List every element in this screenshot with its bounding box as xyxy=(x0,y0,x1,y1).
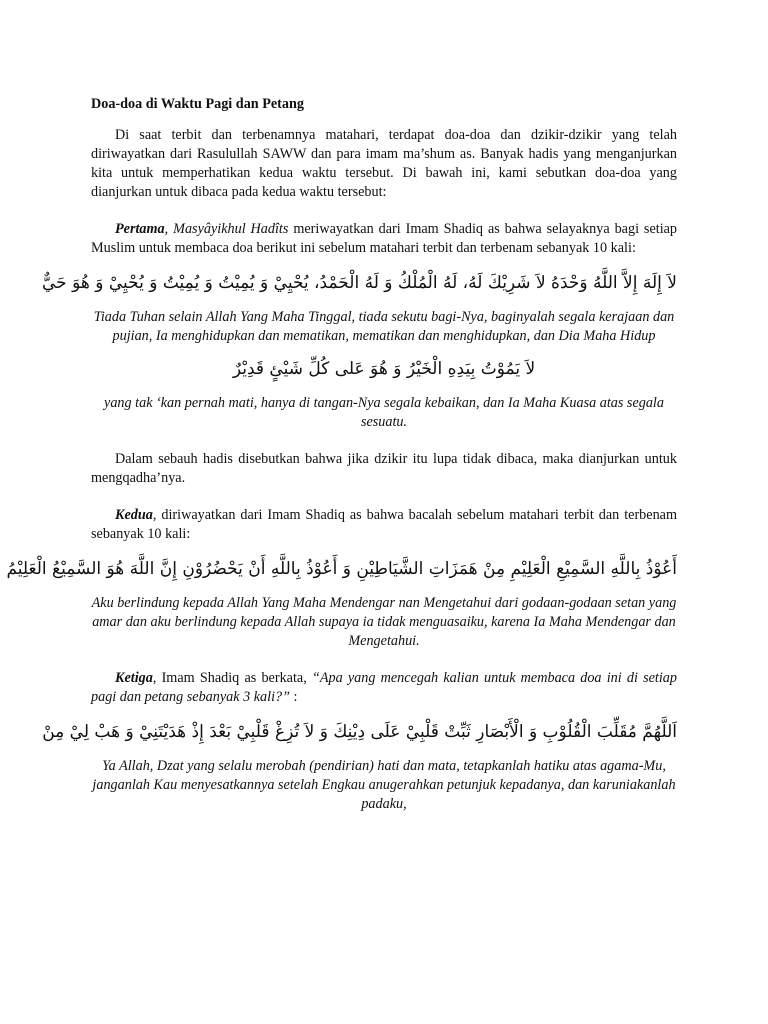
second-translation: Aku berlindung kepada Allah Yang Maha Mendengar nan Mengetahui dari godaan-godaan setan yang amar dan aku berlindung kepada Allah supaya ia tidak menguasaiku, karena Ia Maha Mendengar dan Mengetahui. xyxy=(91,595,677,649)
first-paragraph: Pertama, Masyâyikhul Hadîts meriwayatkan dari Imam Shadiq as bahwa selayaknya bagi setiap Muslim untuk membaca doa berikut ini sebelum matahari terbit dan terbenam sebanyak 10 kali: xyxy=(91,221,678,256)
second-paragraph xyxy=(91,506,677,544)
first-text: meriwayatkan dari Imam Shadiq as bahwa selayaknya bagi setiap Muslim untuk membaca doa berikut ini sebelum matahari terbit dan terbenam sebanyak 10 kali: xyxy=(91,221,678,256)
third-lead: Ketiga xyxy=(115,670,153,686)
third-arabic: اَللَّهُمَّ مُقَلِّبَ الْقُلُوْبِ وَ الْأَبْصَارِ ثَبِّتْ قَلْبِيْ عَلَى دِيْنِكَ وَ لاَ تُزِغْ قَلْبِيْ بَعْدَ إِذْ هَدَيْتَنِيْ وَ هَبْ لِيْ مِنْ xyxy=(42,722,677,742)
first-arabic-line-1: لاَ إِلَهَ إِلاَّ اللَّهُ وَحْدَهُ لاَ شَرِيْكَ لَهُ، لَهُ الْمُلْكُ وَ لَهُ الْحَمْدُ، يُحْيِيْ وَ يُمِيْتُ وَ يُمِيْتُ وَ يُحْيِيْ وَ هُوَ حَيٌّ xyxy=(41,273,677,293)
third-paragraph xyxy=(91,669,677,707)
intro-paragraph: Di saat terbit dan terbenamnya matahari, terdapat doa-doa dan dzikir-dzikir yang telah diriwayatkan dari Rasulullah SAWW dan para imam ma’shum as. Banyak hadis yang menganjurkan kita untuk memperhatikan kedua waktu tersebut. Di bawah ini, kami sebutkan doa-doa yang dianjurkan untuk dibaca pada kedua waktu tersebut: xyxy=(91,127,677,200)
third-translation: Ya Allah, Dzat yang selalu merobah (pendirian) hati dan mata, tetapkanlah hatiku atas agama-Mu, janganlah Kau menyesatkannya setelah Engkau anugerahkan petunjuk kepadanya, dan karuniakanlah padaku, xyxy=(92,758,676,812)
second-lead: Kedua xyxy=(115,507,153,523)
first-note: Dalam sebauh hadis disebutkan bahwa jika dzikir itu lupa tidak dibaca, maka dianjurkan untuk mengqadha’nya. xyxy=(91,451,677,486)
first-translation-1: Tiada Tuhan selain Allah Yang Maha Tinggal, tiada sekutu bagi-Nya, baginyalah segala kerajaan dan pujian, Ia menghidupkan dan mematikan, mematikan dan menghidupkan, dan Dia Maha Hidup xyxy=(93,309,675,344)
second-text: , diriwayatkan dari Imam Shadiq as bahwa bacalah sebelum matahari terbit dan terbenam sebanyak 10 kali: xyxy=(91,507,677,542)
third-after: : xyxy=(290,689,298,705)
second-arabic: أَعُوْذُ بِاللَّهِ السَّمِيْعِ الْعَلِيْمِ مِنْ هَمَزَاتِ الشَّيَاطِيْنِ وَ أَعُوْذُ بِاللَّهِ أَنْ يَحْضُرُوْنِ إِنَّ اللَّهَ هُوَ السَّمِيْعُ الْعَلِيْمُ xyxy=(6,559,677,579)
document-title: Doa-doa di Waktu Pagi dan Petang xyxy=(91,96,304,112)
document-body xyxy=(6,95,678,814)
first-arabic-line-2: لاَ يَمُوْتُ بِيَدِهِ الْخَيْرُ وَ هُوَ عَلى كُلِّ شَيْئٍ قَدِيْرٌ xyxy=(232,359,536,379)
first-lead: Pertama xyxy=(115,221,165,237)
third-quote: “Apa yang mencegah kalian untuk membaca doa ini di setiap pagi dan petang sebanyak 3 kali?” xyxy=(91,670,677,705)
first-translation-2: yang tak ‘kan pernah mati, hanya di tangan-Nya segala kebaikan, dan Ia Maha Kuasa atas segala sesuatu. xyxy=(104,395,664,430)
third-text: , Imam Shadiq as berkata, xyxy=(152,670,312,686)
first-source: Masyâyikhul Hadîts xyxy=(173,221,289,237)
